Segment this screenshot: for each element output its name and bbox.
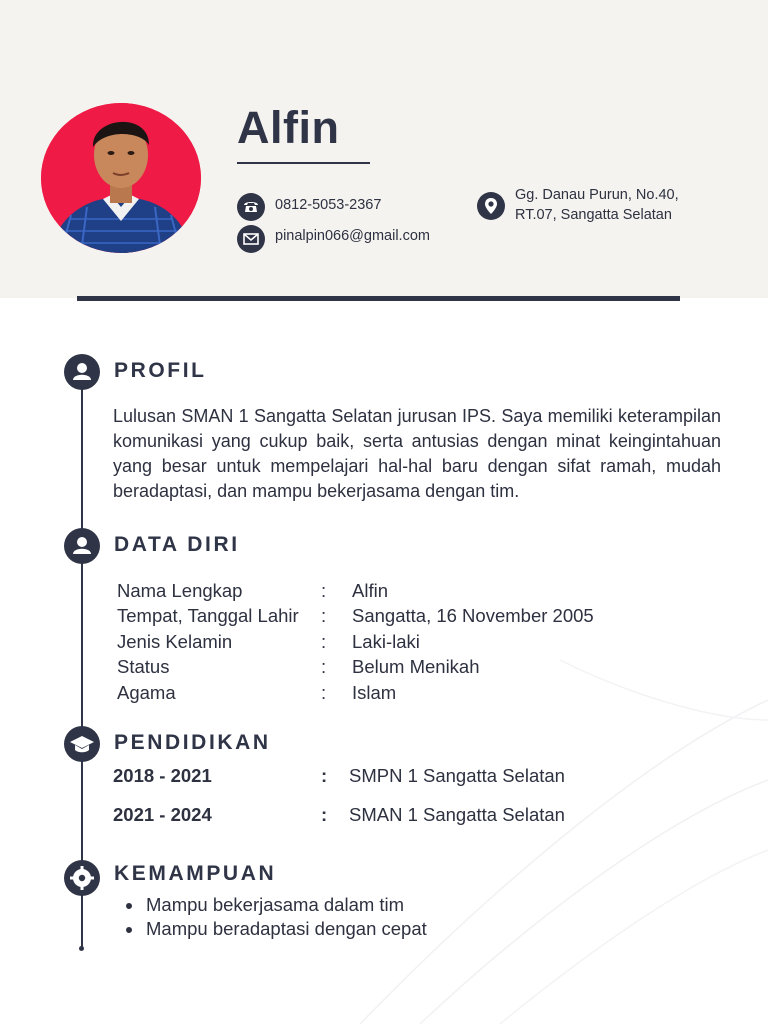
phone-icon (237, 193, 265, 221)
data-diri-user-icon (64, 528, 100, 564)
location-pin-icon (477, 192, 505, 220)
email-icon (237, 225, 265, 253)
graduation-cap-icon (64, 726, 100, 762)
data-diri-value: Islam (352, 682, 397, 703)
data-diri-value: Laki-laki (352, 631, 420, 652)
pendidikan-separator: : (321, 804, 328, 825)
kemampuan-heading: KEMAMPUAN (114, 862, 277, 885)
data-diri-separator: : (321, 656, 327, 677)
data-diri-separator: : (321, 580, 327, 601)
name-underline (237, 162, 370, 164)
data-diri-separator: : (321, 631, 327, 652)
data-diri-heading: DATA DIRI (114, 533, 240, 556)
data-diri-separator: : (321, 682, 327, 703)
data-diri-value: Belum Menikah (352, 656, 480, 677)
kemampuan-item: Mampu beradaptasi dengan cepat (126, 917, 427, 941)
data-diri-label: Nama Lengkap (117, 580, 243, 601)
pendidikan-separator: : (321, 765, 328, 786)
kemampuan-list (126, 893, 427, 941)
data-diri-value: Alfin (352, 580, 388, 601)
data-diri-label: Agama (117, 682, 176, 703)
email-address: pinalpin066@gmail.com (275, 228, 430, 244)
data-diri-value: Sangatta, 16 November 2005 (352, 605, 594, 626)
header-divider (77, 296, 680, 301)
gear-head-icon (64, 860, 100, 896)
address-line-2: RT.07, Sangatta Selatan (515, 207, 672, 223)
timeline-end-dot (79, 946, 84, 951)
profil-heading: PROFIL (114, 359, 207, 382)
data-diri-label: Tempat, Tanggal Lahir (117, 605, 299, 626)
address-line-1: Gg. Danau Purun, No.40, (515, 187, 679, 203)
applicant-name: Alfin (237, 102, 340, 153)
profil-user-icon (64, 354, 100, 390)
profile-photo (41, 103, 201, 253)
profil-text: Lulusan SMAN 1 Sangatta Selatan jurusan IPS. Saya memiliki keterampilan komunikasi yang cukup baik, serta antusias dengan minat keingintahuan yang besar untuk mempelajari hal-hal baru dengan sifat ramah, mudah beradaptasi, dan mampu bekerjasama dengan tim. (113, 406, 721, 501)
data-diri-label: Status (117, 656, 170, 677)
data-diri-separator: : (321, 605, 327, 626)
phone-number: 0812-5053-2367 (275, 197, 382, 213)
pendidikan-years: 2018 - 2021 (113, 765, 212, 786)
pendidikan-school: SMPN 1 Sangatta Selatan (349, 765, 565, 786)
kemampuan-item: Mampu bekerjasama dalam tim (126, 893, 427, 917)
data-diri-label: Jenis Kelamin (117, 631, 233, 652)
pendidikan-school: SMAN 1 Sangatta Selatan (349, 804, 565, 825)
pendidikan-years: 2021 - 2024 (113, 804, 212, 825)
pendidikan-heading: PENDIDIKAN (114, 731, 271, 754)
